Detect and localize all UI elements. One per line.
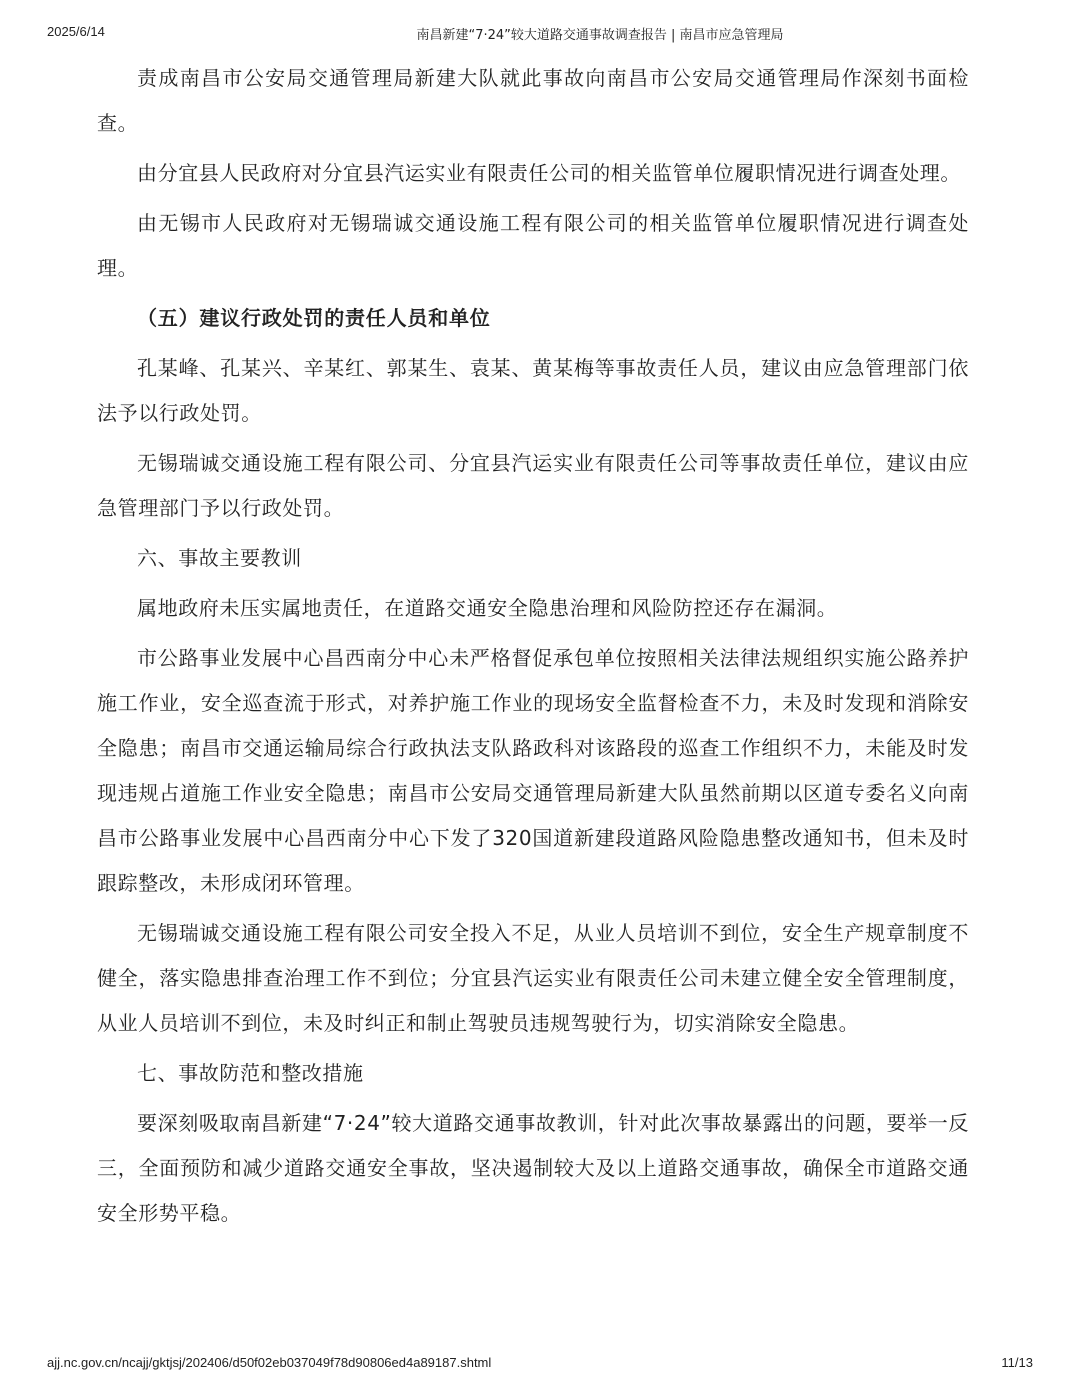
- paragraph: 由无锡市人民政府对无锡瑞诚交通设施工程有限公司的相关监管单位履职情况进行调查处理。: [97, 211, 969, 280]
- print-date: 2025/6/14: [47, 24, 105, 39]
- paragraph: 责成南昌市公安局交通管理局新建大队就此事故向南昌市公安局交通管理局作深刻书面检查。: [97, 66, 969, 135]
- paragraph: 孔某峰、孔某兴、辛某红、郭某生、袁某、黄某梅等事故责任人员，建议由应急管理部门依法予以行政处罚。: [97, 356, 969, 425]
- print-page-title: 南昌新建“7·24”较大道路交通事故调查报告 | 南昌市应急管理局: [416, 28, 784, 43]
- section-heading: 七、事故防范和整改措施: [137, 1061, 364, 1085]
- section-heading: 六、事故主要教训: [137, 546, 302, 570]
- paragraph: 由分宜县人民政府对分宜县汽运实业有限责任公司的相关监管单位履职情况进行调查处理。: [137, 161, 961, 185]
- paragraph: 属地政府未压实属地责任，在道路交通安全隐患治理和风险防控还存在漏洞。: [137, 596, 838, 620]
- section-heading: （五）建议行政处罚的责任人员和单位: [137, 306, 491, 330]
- print-url: ajj.nc.gov.cn/ncajj/gktjsj/202406/d50f02eb037049f78d90806ed4a89187.shtml: [47, 1355, 492, 1370]
- paragraph: 市公路事业发展中心昌西南分中心未严格督促承包单位按照相关法律法规组织实施公路养护施工作业，安全巡查流于形式，对养护施工作业的现场安全监督检查不力，未及时发现和消除安全隐患；南昌市交通运输局综合行政执法支队路政科对该路段的巡查工作组织不力，未能及时发现违规占道施工作业安全隐患；南昌市公安局交通管理局新建大队虽然前期以区道专委名义向南昌市公路事业发展中心昌西南分中心下发了320国道新建段道路风险隐患整改通知书，但未及时跟踪整改，未形成闭环管理。: [97, 646, 969, 895]
- document-body: [97, 56, 969, 1241]
- paragraph: 无锡瑞诚交通设施工程有限公司安全投入不足，从业人员培训不到位，安全生产规章制度不健全，落实隐患排查治理工作不到位；分宜县汽运实业有限责任公司未建立健全安全管理制度，从业人员培训不到位，未及时纠正和制止驾驶员违规驾驶行为，切实消除安全隐患。: [97, 921, 969, 1035]
- page-number: 11/13: [1001, 1355, 1033, 1370]
- paragraph: 无锡瑞诚交通设施工程有限公司、分宜县汽运实业有限责任公司等事故责任单位，建议由应急管理部门予以行政处罚。: [97, 451, 969, 520]
- paragraph: 要深刻吸取南昌新建“7·24”较大道路交通事故教训，针对此次事故暴露出的问题，要举一反三，全面预防和减少道路交通安全事故，坚决遏制较大及以上道路交通事故，确保全市道路交通安全形势平稳。: [97, 1111, 969, 1225]
